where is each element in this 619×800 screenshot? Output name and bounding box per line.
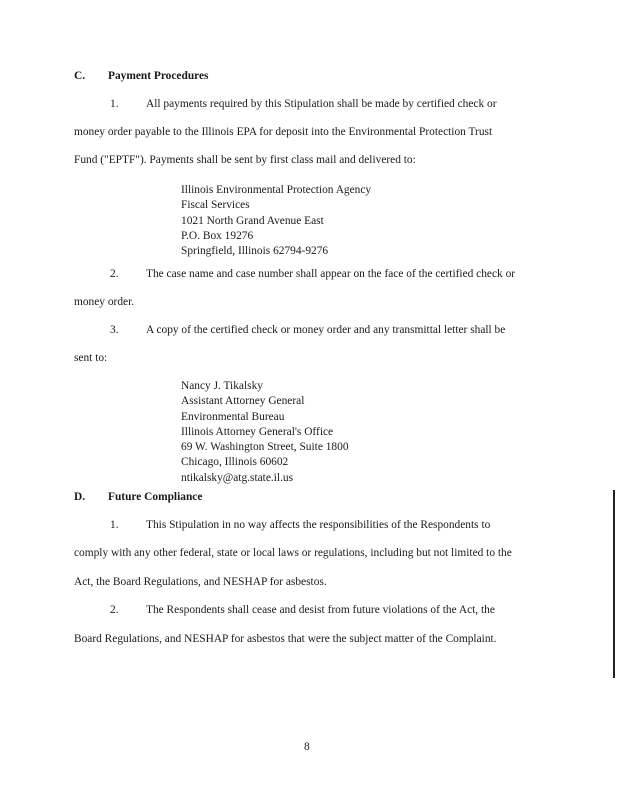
email-address: ntikalsky@atg.state.il.us	[181, 471, 294, 484]
paragraph-number: 1.	[110, 519, 119, 531]
address-line: P.O. Box 19276	[181, 229, 254, 242]
paragraph-text: The case name and case number shall appear on the face of the certified check or	[146, 268, 516, 280]
section-d-paragraph-2-line-1	[110, 604, 495, 616]
margin-revision-bar	[613, 490, 615, 678]
section-c-paragraph-2-line-2: money order.	[74, 296, 135, 308]
address-line: 69 W. Washington Street, Suite 1800	[181, 441, 349, 454]
paragraph-number: 2.	[110, 604, 119, 616]
section-d-paragraph-1-line-2: comply with any other federal, state or local laws or regulations, including but not limited to the	[74, 547, 512, 559]
paragraph-text: All payments required by this Stipulation shall be made by certified check or	[146, 98, 497, 110]
address-line: Environmental Bureau	[181, 410, 285, 423]
address-line: Springfield, Illinois 62794-9276	[181, 245, 329, 258]
section-c-heading	[74, 70, 209, 82]
address-line: Nancy J. Tikalsky	[181, 380, 263, 392]
section-c-paragraph-1-line-1	[110, 98, 497, 110]
address-line: Fiscal Services	[181, 199, 250, 212]
address-line: Assistant Attorney General	[181, 395, 305, 408]
address-line: 1021 North Grand Avenue East	[181, 214, 324, 227]
paragraph-text: A copy of the certified check or money order and any transmittal letter shall be	[146, 324, 506, 336]
section-c-paragraph-1-line-2: money order payable to the Illinois EPA for deposit into the Environmental Protection Trust	[74, 126, 493, 138]
section-c-paragraph-2-line-1	[110, 268, 515, 280]
section-c-paragraph-3-line-2: sent to:	[74, 352, 108, 364]
section-d-letter: D.	[74, 491, 86, 503]
section-d-title: Future Compliance	[108, 491, 203, 503]
paragraph-number: 3.	[110, 324, 119, 336]
attorney-address-block	[181, 379, 349, 486]
address-line: Illinois Environmental Protection Agency	[181, 184, 372, 196]
section-c-title: Payment Procedures	[108, 70, 209, 82]
paragraph-text: This Stipulation in no way affects the responsibilities of the Respondents to	[146, 519, 491, 531]
section-c-paragraph-1-line-3: Fund ("EPTF"). Payments shall be sent by first class mail and delivered to:	[74, 154, 416, 166]
section-d-paragraph-1-line-3: Act, the Board Regulations, and NESHAP for asbestos.	[74, 576, 327, 588]
section-c-letter: C.	[74, 70, 86, 82]
section-d-heading	[74, 491, 202, 503]
paragraph-text: The Respondents shall cease and desist from future violations of the Act, the	[146, 604, 495, 616]
section-d-paragraph-1-line-1	[110, 519, 490, 531]
section-d-paragraph-2-line-2: Board Regulations, and NESHAP for asbestos that were the subject matter of the Complaint.	[74, 633, 497, 645]
page-number: 8	[304, 741, 310, 753]
section-c-paragraph-3-line-1	[110, 324, 505, 336]
paragraph-number: 1.	[110, 98, 119, 110]
address-line: Illinois Attorney General's Office	[181, 425, 334, 438]
paragraph-number: 2.	[110, 268, 119, 280]
address-line: Chicago, Illinois 60602	[181, 456, 289, 469]
epa-address-block	[181, 183, 371, 259]
